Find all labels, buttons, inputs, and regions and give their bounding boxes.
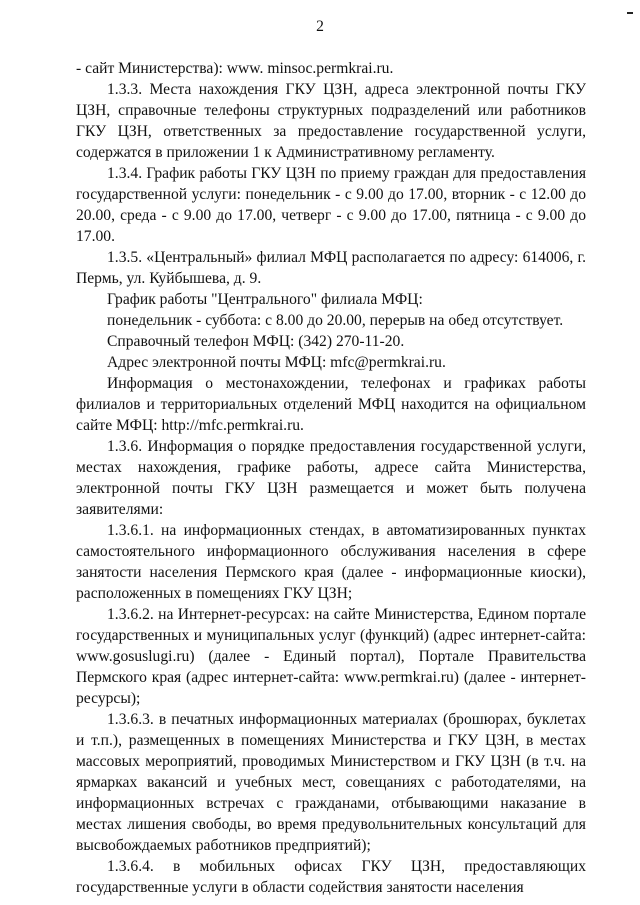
paragraph-1-3-3: 1.3.3. Места нахождения ГКУ ЦЗН, адреса электронной почты ГКУ ЦЗН, справочные телефоны структурных подразделений или работников ГКУ ЦЗН, ответственных за предоставление государственной услуги, содержатся в приложении 1 к Административному регламенту. bbox=[76, 81, 586, 161]
corner-mark bbox=[627, 12, 633, 14]
paragraph-mfc-email: Адрес электронной почты МФЦ: mfc@permkrai.ru. bbox=[107, 354, 446, 371]
paragraph-1-3-4: 1.3.4. График работы ГКУ ЦЗН по приему граждан для предоставления государственной услуги: понедельник - с 9.00 до 17.00, вторник - с 12.00 до 20.00, среда - с 9.00 до 17.00, четверг - с 9.00 до 17.00, пятница - с 9.00 до 17.00. bbox=[76, 165, 586, 245]
paragraph-1-3-6-4: 1.3.6.4. в мобильных офисах ГКУ ЦЗН, предоставляющих государственные услуги в области содействия занятости населения bbox=[76, 858, 586, 896]
paragraph-1-3-6-1: 1.3.6.1. на информационных стендах, в автоматизированных пунктах самостоятельного информационного обслуживания населения в сфере занятости населения Пермского края (далее - информационные киоски), расположенных в помещениях ГКУ ЦЗН; bbox=[76, 522, 586, 602]
paragraph-1-3-6-3: 1.3.6.3. в печатных информационных материалах (брошюрах, буклетах и т.п.), размещенных в помещениях Министерства и ГКУ ЦЗН, в местах массовых мероприятий, проводимых Министерством и ГКУ ЦЗН (в т.ч. на ярмарках вакансий и учебных мест, совещаниях с работодателями, на информационных встречах с гражданами, отбывающими наказание в местах лишения свободы, во время предувольнительных консультаций для высвобождаемых работников предприятий); bbox=[76, 711, 586, 854]
paragraph-mfc-schedule-title: График работы "Центрального" филиала МФЦ: bbox=[107, 291, 423, 308]
paragraph-1-3-6-2: 1.3.6.2. на Интернет-ресурсах: на сайте Министерства, Едином портале государственных и муниципальных услуг (функций) (адрес интернет-сайта: www.gosuslugi.ru) (далее - Единый портал), Портале Правительства Пермского края (адрес интернет-сайта: www.permkrai.ru) (далее - интернет-ресурсы); bbox=[76, 606, 586, 707]
paragraph-site-ministry: - сайт Министерства): www. minsoc.permkrai.ru. bbox=[76, 60, 394, 77]
document-body bbox=[76, 58, 586, 898]
paragraph-1-3-5: 1.3.5. «Центральный» филиал МФЦ располагается по адресу: 614006, г. Пермь, ул. Куйбышева, д. 9. bbox=[76, 249, 586, 287]
paragraph-mfc-schedule: понедельник - суббота: с 8.00 до 20.00, перерыв на обед отсутствует. bbox=[107, 312, 564, 329]
paragraph-mfc-phone: Справочный телефон МФЦ: (342) 270-11-20. bbox=[107, 333, 405, 350]
paragraph-1-3-6: 1.3.6. Информация о порядке предоставления государственной услуги, местах нахождения, графике работы, адресе сайта Министерства, электронной почты ГКУ ЦЗН размещается и может быть получена заявителями: bbox=[76, 438, 586, 518]
page-number: 2 bbox=[316, 18, 324, 35]
paragraph-mfc-info: Информация о местонахождении, телефонах и графиках работы филиалов и территориальных отделений МФЦ находится на официальном сайте МФЦ: http://mfc.permkrai.ru. bbox=[76, 375, 586, 434]
